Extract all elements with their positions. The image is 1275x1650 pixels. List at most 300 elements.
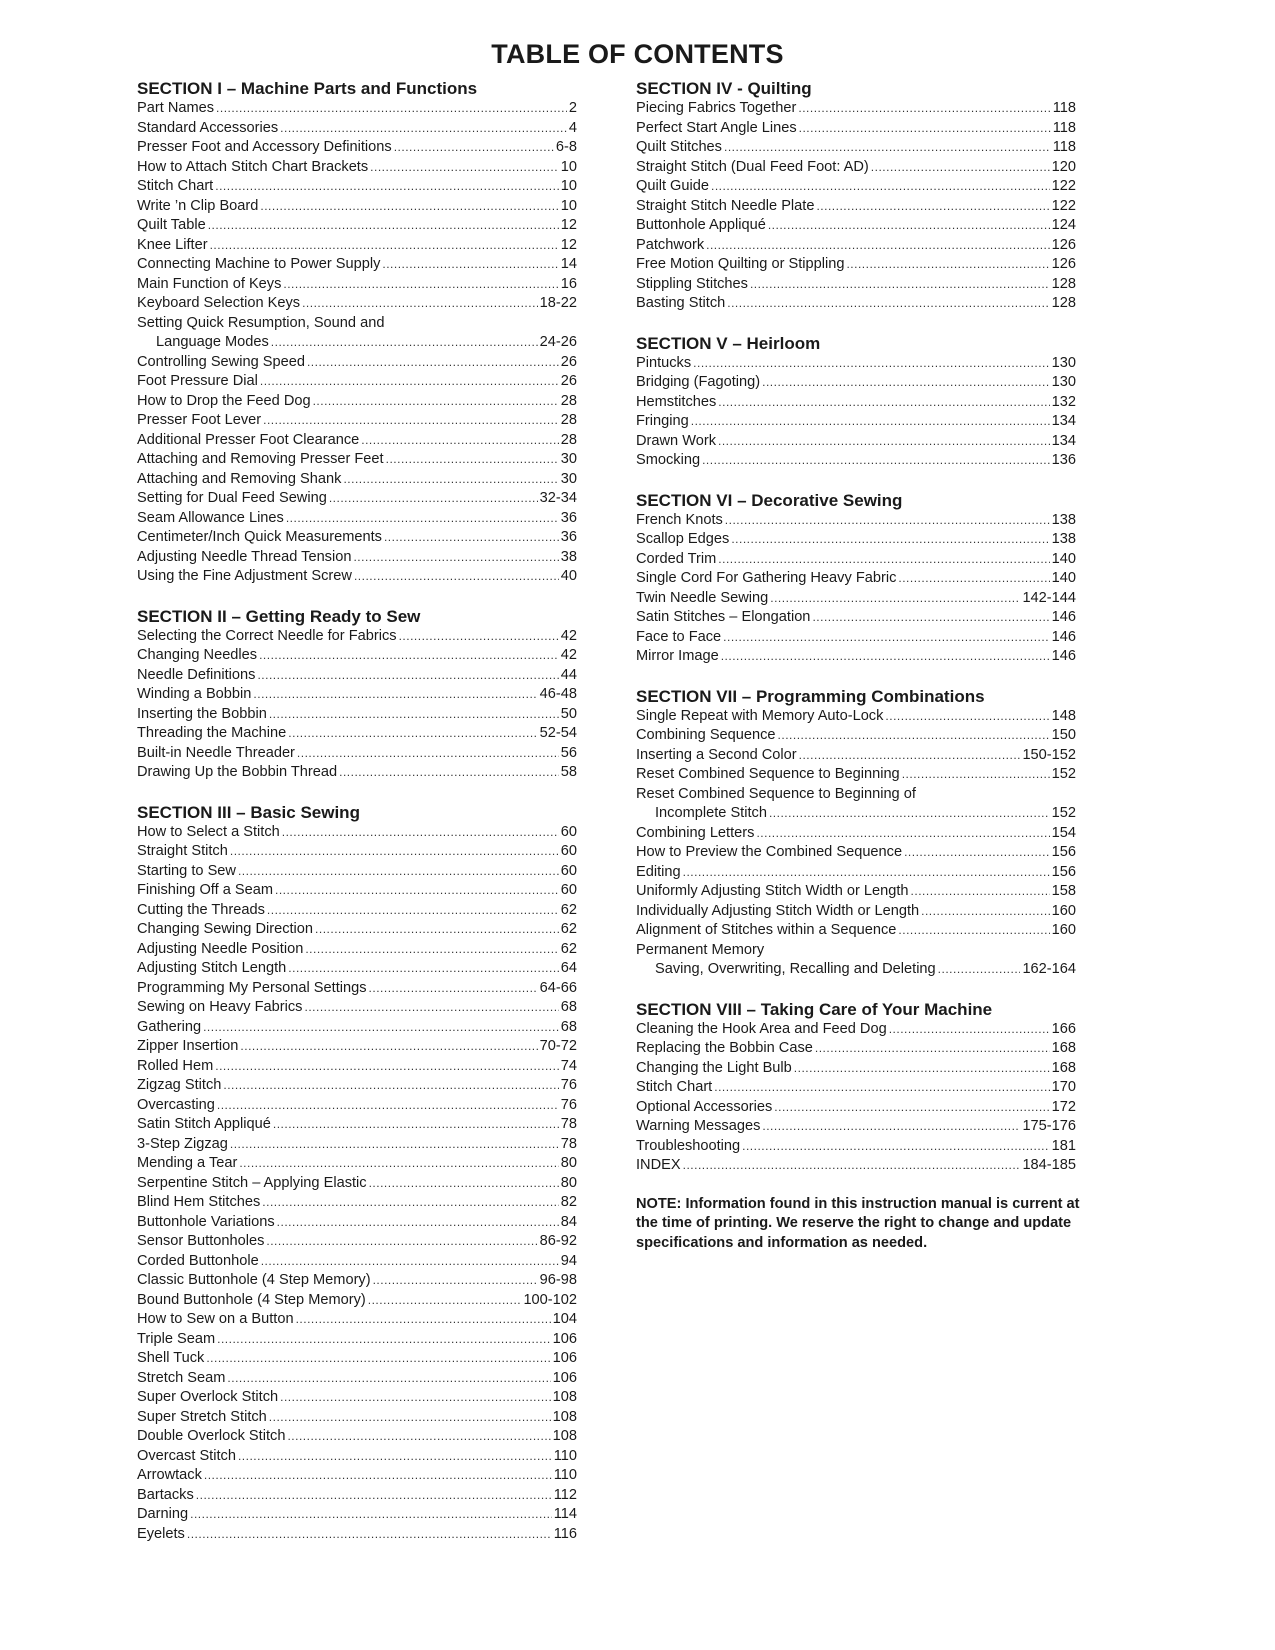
dot-leader <box>724 138 1051 158</box>
toc-entry-page: 26 <box>560 373 577 389</box>
toc-entry-label: Drawing Up the Bobbin Thread <box>137 764 338 780</box>
toc-entry <box>636 393 1076 413</box>
toc-entry-page: 156 <box>1051 863 1076 880</box>
toc-entry <box>137 763 577 783</box>
toc-entry-page: 124 <box>1051 217 1076 233</box>
dot-leader <box>230 1135 559 1155</box>
dot-leader <box>313 392 559 412</box>
toc-entry-label: Face to Face <box>636 628 722 645</box>
toc-entry-label: Finishing Off a Seam <box>137 882 274 898</box>
toc-entry-page: 118 <box>1052 119 1076 136</box>
toc-entry-label: Serpentine Stitch – Applying Elastic <box>137 1174 367 1191</box>
dot-leader <box>702 451 1050 471</box>
toc-entry <box>137 1154 577 1174</box>
toc-entry-page: 80 <box>560 1174 577 1191</box>
toc-entry-page: 64-66 <box>539 979 577 996</box>
toc-entry-label: Language Modes <box>156 334 269 350</box>
dot-leader <box>216 99 567 119</box>
toc-entry <box>137 1018 577 1038</box>
toc-entry <box>137 1271 577 1291</box>
dot-leader <box>399 627 559 647</box>
dot-leader <box>871 158 1050 178</box>
toc-entry-page: 78 <box>560 1116 577 1132</box>
toc-entry-label: Inserting a Second Color <box>636 746 797 763</box>
toc-entry-page: 134 <box>1051 413 1076 429</box>
toc-entry <box>137 823 577 843</box>
toc-entry-page: 18-22 <box>539 295 577 311</box>
toc-entry-page: 160 <box>1051 922 1076 938</box>
dot-leader <box>208 216 559 236</box>
toc-entry <box>137 450 577 470</box>
toc-entry <box>636 99 1076 119</box>
dot-leader <box>798 99 1050 119</box>
toc-entry-label: Blind Hem Stitches <box>137 1194 261 1210</box>
toc-entry <box>636 197 1076 217</box>
toc-entry <box>137 489 577 509</box>
toc-entry-label: Fringing <box>636 413 689 429</box>
dot-leader <box>230 842 559 862</box>
toc-entry-label: How to Drop the Feed Dog <box>137 392 311 409</box>
toc-entry-label: Classic Buttonhole (4 Step Memory) <box>137 1272 371 1288</box>
dot-leader <box>718 432 1050 452</box>
toc-entry <box>137 470 577 490</box>
toc-entry <box>137 119 577 139</box>
dot-leader <box>261 1252 559 1272</box>
toc-entry <box>636 255 1076 275</box>
toc-entry <box>137 1486 577 1506</box>
dot-leader <box>210 236 559 256</box>
dot-leader <box>315 920 559 940</box>
toc-entry-label: Quilt Guide <box>636 178 710 194</box>
dot-leader <box>253 685 537 705</box>
toc-entry <box>636 1156 1076 1176</box>
toc-entry-page: 6-8 <box>555 139 577 155</box>
toc-entry-label: Attaching and Removing Presser Feet <box>137 451 384 467</box>
toc-entry <box>137 940 577 960</box>
toc-section <box>636 78 1076 314</box>
toc-entry-page: 108 <box>552 1428 577 1444</box>
toc-entry-label: Inserting the Bobbin <box>137 705 267 722</box>
dot-leader <box>190 1505 552 1525</box>
dot-leader <box>769 804 1050 824</box>
toc-entry-label: Built-in Needle Threader <box>137 744 295 761</box>
toc-entry <box>137 255 577 275</box>
toc-entry-page: 126 <box>1051 256 1076 272</box>
section-heading: SECTION VIII – Taking Care of Your Machine <box>636 999 993 1019</box>
toc-entry-label: How to Sew on a Button <box>137 1311 294 1327</box>
dot-leader <box>683 1156 1021 1176</box>
toc-entry-label: Overcast Stitch <box>137 1447 236 1464</box>
toc-entry-label: Changing Needles <box>137 647 258 663</box>
toc-entry-label: Quilt Table <box>137 217 206 233</box>
toc-entry-page: 116 <box>553 1525 577 1542</box>
toc-entry <box>137 1466 577 1486</box>
toc-entry-label: Cutting the Threads <box>137 901 265 918</box>
toc-entry-page: 68 <box>560 999 577 1015</box>
toc-entry-page: 30 <box>560 470 577 487</box>
toc-entry-page: 172 <box>1051 1098 1076 1115</box>
dot-leader <box>339 763 559 783</box>
dot-leader <box>368 1291 522 1311</box>
toc-entry-label: INDEX <box>636 1157 681 1173</box>
toc-entry-label: Satin Stitch Appliqué <box>137 1116 271 1132</box>
toc-entry-label: Gathering <box>137 1018 202 1035</box>
toc-entry-label: Seam Allowance Lines <box>137 509 284 526</box>
toc-entry <box>636 589 1076 609</box>
dot-leader <box>260 372 559 392</box>
toc-entry-page: 142-144 <box>1022 589 1076 606</box>
toc-entry-label: Attaching and Removing Shank <box>137 470 342 487</box>
dot-leader <box>203 1018 559 1038</box>
toc-entry <box>137 138 577 158</box>
toc-entry-page: 82 <box>560 1194 577 1210</box>
toc-entry-label: Warning Messages <box>636 1118 761 1134</box>
toc-entry-page: 56 <box>560 744 577 761</box>
toc-entry-label: Buttonhole Variations <box>137 1213 275 1230</box>
dot-leader <box>223 1076 558 1096</box>
dot-leader <box>217 1330 551 1350</box>
dot-leader <box>260 197 558 217</box>
toc-entry <box>137 567 577 587</box>
toc-entry-page: 110 <box>553 1467 577 1483</box>
toc-entry <box>636 707 1076 727</box>
toc-entry-page: 154 <box>1051 824 1076 841</box>
toc-entry <box>636 236 1076 256</box>
dot-leader <box>271 333 538 353</box>
toc-entry <box>137 509 577 529</box>
toc-entry <box>137 1447 577 1467</box>
dot-leader <box>706 236 1050 256</box>
toc-entry <box>137 1252 577 1272</box>
toc-entry-page: 60 <box>560 823 577 840</box>
toc-entry-label: Sewing on Heavy Fabrics <box>137 999 303 1015</box>
dot-leader <box>354 567 559 587</box>
dot-leader <box>370 158 559 178</box>
dot-leader <box>778 726 1050 746</box>
toc-entry <box>137 901 577 921</box>
toc-entry-page: 38 <box>560 548 577 565</box>
toc-entry <box>636 1098 1076 1118</box>
toc-entry <box>636 960 1076 980</box>
toc-entry <box>636 451 1076 471</box>
toc-entry-page: 26 <box>560 353 577 370</box>
toc-entry-label: Rolled Hem <box>137 1057 214 1074</box>
toc-entry <box>137 1193 577 1213</box>
toc-entry <box>636 746 1076 766</box>
toc-entry <box>636 902 1076 922</box>
toc-entry <box>137 1349 577 1369</box>
toc-entry-page: 108 <box>552 1389 577 1405</box>
toc-entry-label: Mirror Image <box>636 648 719 664</box>
toc-entry-label: Selecting the Correct Needle for Fabrics <box>137 627 397 644</box>
dot-leader <box>288 724 537 744</box>
dot-leader <box>269 705 559 725</box>
toc-entry-page: 132 <box>1051 393 1076 410</box>
toc-entry-page: 100-102 <box>523 1291 577 1308</box>
toc-entry-label: Darning <box>137 1506 189 1522</box>
toc-entry-page: 12 <box>560 217 577 233</box>
toc-entry <box>137 724 577 744</box>
toc-entry-page: 156 <box>1051 844 1076 860</box>
toc-entry-label: Piecing Fabrics Together <box>636 100 797 116</box>
dot-leader <box>770 589 1020 609</box>
dot-leader <box>239 1154 558 1174</box>
toc-entry-page: 184-185 <box>1022 1157 1076 1173</box>
dot-leader <box>343 470 558 490</box>
toc-entry-page: 118 <box>1052 100 1076 116</box>
toc-entry-label: Twin Needle Sewing <box>636 589 769 606</box>
toc-entry-page: 44 <box>560 666 577 683</box>
toc-entry-label: Super Stretch Stitch <box>137 1408 267 1425</box>
dot-leader <box>217 1096 559 1116</box>
toc-entry <box>137 1174 577 1194</box>
toc-entry <box>636 216 1076 236</box>
toc-entry <box>137 548 577 568</box>
section-heading: SECTION VI – Decorative Sewing <box>636 490 903 510</box>
toc-entry-page: 46-48 <box>539 686 577 702</box>
toc-entry-page: 138 <box>1051 531 1076 547</box>
toc-entry-page: 12 <box>560 236 577 253</box>
toc-section <box>636 490 1076 667</box>
dot-leader <box>373 1271 538 1291</box>
toc-entry-page: 28 <box>560 431 577 448</box>
toc-entry <box>137 1076 577 1096</box>
toc-entry <box>137 842 577 862</box>
toc-entry-label: Changing the Light Bulb <box>636 1059 792 1076</box>
toc-entry <box>636 1117 1076 1137</box>
dot-leader <box>723 628 1049 648</box>
toc-entry-label: Part Names <box>137 100 215 116</box>
toc-entry-label: Optional Accessories <box>636 1098 773 1115</box>
toc-entry <box>137 744 577 764</box>
toc-entry-page: 106 <box>552 1350 577 1366</box>
toc-entry-label: Foot Pressure Dial <box>137 373 258 389</box>
toc-entry-label: French Knots <box>636 511 723 528</box>
dot-leader <box>286 509 559 529</box>
toc-entry-label: Hemstitches <box>636 393 717 410</box>
toc-entry <box>636 824 1076 844</box>
dot-leader <box>277 1213 559 1233</box>
toc-entry <box>137 528 577 548</box>
section-heading: SECTION VII – Programming Combinations <box>636 686 985 706</box>
toc-entry <box>636 412 1076 432</box>
toc-entry-page: 152 <box>1051 805 1076 821</box>
toc-entry-page: 146 <box>1051 628 1076 645</box>
toc-entry <box>636 726 1076 746</box>
toc-section <box>137 78 577 587</box>
toc-entry-label: Alignment of Stitches within a Sequence <box>636 922 897 938</box>
toc-entry-label: Perfect Start Angle Lines <box>636 119 797 136</box>
dot-leader <box>898 569 1049 589</box>
dot-leader <box>750 275 1050 295</box>
toc-entry <box>137 1115 577 1135</box>
toc-entry-label: Incomplete Stitch <box>655 805 767 821</box>
toc-entry <box>636 530 1076 550</box>
dot-leader <box>691 412 1050 432</box>
toc-entry-page: 28 <box>560 392 577 409</box>
dot-leader <box>304 998 558 1018</box>
toc-entry-page: 10 <box>560 197 577 214</box>
dot-leader <box>307 353 559 373</box>
dot-leader <box>283 275 558 295</box>
toc-entry <box>137 685 577 705</box>
toc-entry-label: Corded Trim <box>636 550 717 567</box>
toc-entry <box>636 432 1076 452</box>
toc-entry <box>137 333 577 353</box>
section-heading: SECTION IV - Quilting <box>636 79 812 98</box>
toc-entry-page: 140 <box>1051 570 1076 586</box>
toc-entry-label: Individually Adjusting Stitch Width or Length <box>636 902 920 919</box>
toc-entry-page: 108 <box>552 1408 577 1425</box>
toc-entry <box>137 353 577 373</box>
toc-entry <box>137 959 577 979</box>
toc-entry <box>137 1213 577 1233</box>
dot-leader <box>269 1408 551 1428</box>
toc-entry-page: 28 <box>560 412 577 428</box>
dot-leader <box>273 1115 559 1135</box>
toc-entry <box>137 1369 577 1389</box>
toc-section <box>137 802 577 1545</box>
dot-leader <box>238 1447 552 1467</box>
toc-entry <box>137 1232 577 1252</box>
toc-entry-label: Knee Lifter <box>137 236 208 253</box>
toc-entry-label: Zipper Insertion <box>137 1038 239 1054</box>
toc-entry-label: Eyelets <box>137 1525 185 1542</box>
toc-entry-label: Smocking <box>636 452 701 468</box>
toc-entry-page: 4 <box>568 119 577 136</box>
toc-entry-label: Buttonhole Appliqué <box>636 217 766 233</box>
toc-entry-page: 42 <box>560 627 577 644</box>
dot-leader <box>885 707 1049 727</box>
toc-entry-page: 162-164 <box>1022 961 1076 977</box>
toc-right-column <box>636 78 1080 1253</box>
toc-entry <box>636 1059 1076 1079</box>
dot-leader <box>206 1349 550 1369</box>
toc-entry <box>137 411 577 431</box>
toc-entry-page: 126 <box>1051 236 1076 253</box>
toc-entry-page: 136 <box>1051 452 1076 468</box>
toc-entry-label: Stitch Chart <box>636 1079 713 1095</box>
toc-entry-page: 60 <box>560 843 577 859</box>
dot-leader <box>718 550 1049 570</box>
toc-entry <box>137 99 577 119</box>
toc-entry-page: 32-34 <box>539 490 577 506</box>
toc-entry-page: 114 <box>553 1506 577 1522</box>
toc-entry <box>636 608 1076 628</box>
toc-entry-page: 158 <box>1051 883 1076 899</box>
toc-entry-label: Additional Presser Foot Clearance <box>137 431 360 448</box>
toc-entry-page: 122 <box>1051 178 1076 194</box>
toc-entry-page: 106 <box>552 1369 577 1386</box>
toc-entry-label: Replacing the Bobbin Case <box>636 1040 813 1056</box>
toc-entry <box>137 1135 577 1155</box>
dot-leader <box>902 765 1050 785</box>
toc-entry-label: Bound Buttonhole (4 Step Memory) <box>137 1291 366 1308</box>
toc-entry-label: Overcasting <box>137 1096 215 1113</box>
toc-entry-label: How to Attach Stitch Chart Brackets <box>137 158 369 175</box>
dot-leader <box>799 119 1051 139</box>
toc-entry <box>636 1078 1076 1098</box>
dot-leader <box>302 294 538 314</box>
toc-entry <box>137 1037 577 1057</box>
toc-entry-label: Free Motion Quilting or Stippling <box>636 256 845 272</box>
toc-entry <box>137 1408 577 1428</box>
toc-entry-page: 120 <box>1051 158 1076 175</box>
section-heading: SECTION II – Getting Ready to Sew <box>137 606 421 626</box>
dot-leader <box>693 354 1049 374</box>
toc-entry-label: Straight Stitch Needle Plate <box>636 197 815 214</box>
toc-entry <box>137 1310 577 1330</box>
dot-leader <box>266 1232 537 1252</box>
toc-entry-page: 2 <box>568 100 577 116</box>
dot-leader <box>353 548 558 568</box>
toc-entry-page: 130 <box>1051 354 1076 371</box>
dot-leader <box>259 646 559 666</box>
toc-entry-label: Troubleshooting <box>636 1137 741 1154</box>
toc-entry-page: 24-26 <box>539 334 577 350</box>
toc-entry-page: 62 <box>560 940 577 957</box>
toc-entry-page: 16 <box>560 275 577 292</box>
toc-entry-page: 84 <box>560 1213 577 1230</box>
toc-entry-page: 42 <box>560 647 577 663</box>
toc-entry <box>636 1039 1076 1059</box>
toc-entry-page: 50 <box>560 705 577 722</box>
toc-entry-page: 110 <box>553 1447 577 1464</box>
toc-entry-page: 14 <box>560 256 577 272</box>
dot-leader <box>742 1137 1050 1157</box>
dot-leader <box>204 1466 552 1486</box>
toc-entry-label: Basting Stitch <box>636 295 726 311</box>
toc-entry-page: 60 <box>560 862 577 879</box>
toc-entry <box>137 294 577 314</box>
dot-leader <box>756 824 1049 844</box>
toc-entry-page: 118 <box>1052 139 1076 155</box>
section-heading: SECTION I – Machine Parts and Functions <box>137 79 478 98</box>
dot-leader <box>361 431 559 451</box>
toc-entry-line: Reset Combined Sequence to Beginning of <box>636 785 916 802</box>
toc-entry-label: Uniformly Adjusting Stitch Width or Length <box>636 883 909 899</box>
dot-leader <box>898 921 1049 941</box>
toc-entry-page: 86-92 <box>539 1233 577 1249</box>
toc-entry <box>636 138 1076 158</box>
toc-entry <box>137 1330 577 1350</box>
toc-entry <box>636 1137 1076 1157</box>
toc-entry-label: Standard Accessories <box>137 119 279 136</box>
toc-entry-label: Connecting Machine to Power Supply <box>137 256 381 272</box>
toc-entry-page: 36 <box>560 529 577 545</box>
toc-entry <box>137 1388 577 1408</box>
dot-leader <box>238 862 559 882</box>
dot-leader <box>187 1525 552 1545</box>
toc-entry-page: 138 <box>1051 511 1076 528</box>
toc-entry-page: 175-176 <box>1022 1118 1076 1134</box>
dot-leader <box>296 1310 551 1330</box>
toc-entry-label: Reset Combined Sequence to Beginning <box>636 766 900 782</box>
dot-leader <box>282 823 559 843</box>
toc-entry-label: Write ’n Clip Board <box>137 197 259 214</box>
toc-entry-line: Setting Quick Resumption, Sound and <box>137 314 385 331</box>
dot-leader <box>799 746 1021 766</box>
toc-entry-label: Presser Foot and Accessory Definitions <box>137 139 392 155</box>
dot-leader <box>240 1037 537 1057</box>
toc-entry <box>636 550 1076 570</box>
toc-entry <box>636 882 1076 902</box>
toc-entry-page: 130 <box>1051 374 1076 390</box>
toc-entry-page: 76 <box>560 1096 577 1113</box>
toc-entry-label: Sensor Buttonholes <box>137 1233 265 1249</box>
toc-entry-label: Shell Tuck <box>137 1350 205 1366</box>
toc-entry <box>636 177 1076 197</box>
